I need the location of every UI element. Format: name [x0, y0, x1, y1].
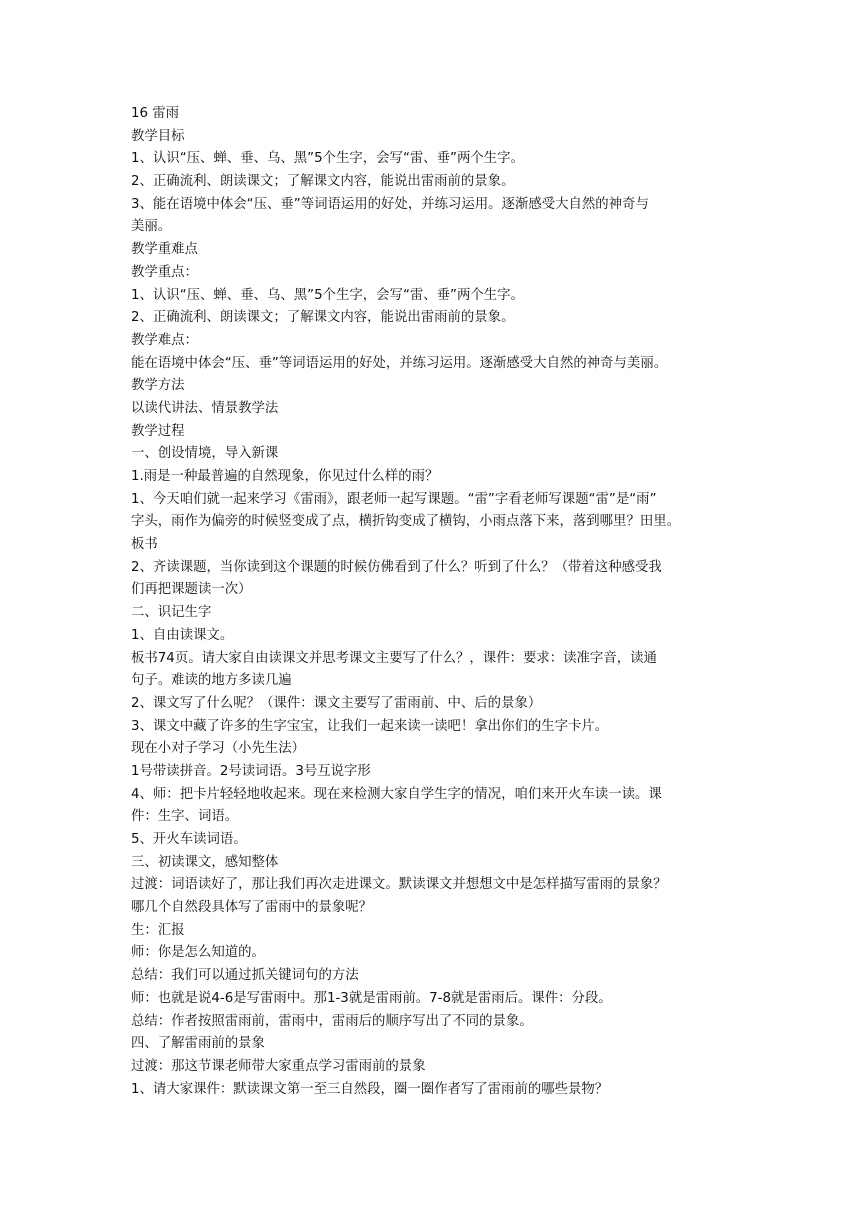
text-line: 4、师：把卡片轻轻地收起来。现在来检测大家自学生字的情况，咱们来开火车读一读。课 [131, 786, 662, 802]
text-line: 句子。难读的地方多读几遍 [131, 673, 292, 689]
text-line: 2、正确流利、朗读课文；了解课文内容，能说出雷雨前的景象。 [131, 174, 515, 190]
text-line: 能在语境中体会“压、垂”等词语运用的好处，并练习运用。逐渐感受大自然的神奇与美丽。 [131, 355, 668, 371]
text-line: 师：也就是说4-6是写雷雨中。那1-3就是雷雨前。7-8就是雷雨后。课件：分段。 [131, 990, 612, 1006]
text-line: 们再把课题读一次） [131, 582, 252, 598]
text-line: 总结：作者按照雷雨前，雷雨中，雷雨后的顺序写出了不同的景象。 [131, 1013, 533, 1029]
text-line: 生：汇报 [131, 922, 185, 938]
text-line: 二、识记生字 [131, 605, 212, 621]
document-body [131, 103, 736, 1101]
text-line: 教学目标 [131, 128, 185, 144]
text-line: 2、正确流利、朗读课文；了解课文内容，能说出雷雨前的景象。 [131, 310, 515, 326]
text-line: 四、了解雷雨前的景象 [131, 1036, 265, 1052]
text-line: 5、开火车读词语。 [131, 832, 247, 847]
text-line: 2、课文写了什么呢？（课件：课文主要写了雷雨前、中、后的景象） [131, 695, 542, 711]
text-line: 哪几个自然段具体写了雷雨中的景象呢？ [131, 900, 373, 916]
text-line: 1.雨是一种最普遍的自然现象，你见过什么样的雨？ [131, 469, 439, 484]
text-line: 板书 [131, 537, 158, 553]
text-line: 1、认识“压、蝉、垂、乌、黑”5个生字，会写“雷、垂”两个生字。 [131, 151, 524, 167]
text-line: 现在小对子学习（小先生法） [131, 741, 306, 757]
text-line: 3、课文中藏了许多的生字宝宝，让我们一起来读一读吧！拿出你们的生字卡片。 [131, 718, 609, 734]
text-line: 1、请大家课件：默读课文第一至三自然段，圈一圈作者写了雷雨前的哪些景物？ [131, 1081, 609, 1097]
text-line: 1、认识“压、蝉、垂、乌、黑”5个生字，会写“雷、垂”两个生字。 [131, 287, 524, 303]
text-line: 过渡：那这节课老师带大家重点学习雷雨前的景象 [131, 1058, 426, 1074]
text-line: 一、创设情境，导入新课 [131, 446, 279, 462]
text-line: 2、齐读课题，当你读到这个课题的时候仿佛看到了什么？听到了什么？（带着这种感受我 [131, 559, 662, 575]
text-line: 教学重难点 [131, 242, 198, 258]
text-line: 美丽。 [131, 219, 172, 235]
text-line: 字头，雨作为偏旁的时候竖变成了点，横折钩变成了横钩，小雨点落下来，落到哪里？田里。 [131, 514, 681, 530]
text-line: 教学难点： [131, 332, 198, 348]
text-line: 教学重点： [131, 264, 198, 280]
text-line: 3、能在语境中体会“压、垂”等词语运用的好处，并练习运用。逐渐感受大自然的神奇与 [131, 196, 649, 212]
text-line: 以读代讲法、情景教学法 [131, 400, 279, 416]
text-line: 1、今天咱们就一起来学习《雷雨》，跟老师一起写课题。“雷”字看老师写课题“雷”是“雨” [131, 491, 657, 507]
text-line: 件：生字、词语。 [131, 809, 239, 825]
text-line: 1号带读拼音。2号读词语。3号互说字形 [131, 763, 371, 779]
text-line: 板书74页。请大家自由读课文并思考课文主要写了什么？，课件：要求：读准字音，读通 [131, 650, 657, 666]
text-line: 教学过程 [131, 423, 185, 439]
text-line: 16 雷雨 [131, 106, 180, 121]
text-line: 师：你是怎么知道的。 [131, 945, 265, 961]
text-line: 教学方法 [131, 378, 185, 394]
text-line: 总结：我们可以通过抓关键词句的方法 [131, 968, 359, 984]
text-line: 1、自由读课文。 [131, 627, 234, 643]
text-line: 三、初读课文，感知整体 [131, 854, 279, 870]
text-line: 过渡：词语读好了，那让我们再次走进课文。默读课文并想想文中是怎样描写雷雨的景象？ [131, 877, 667, 893]
